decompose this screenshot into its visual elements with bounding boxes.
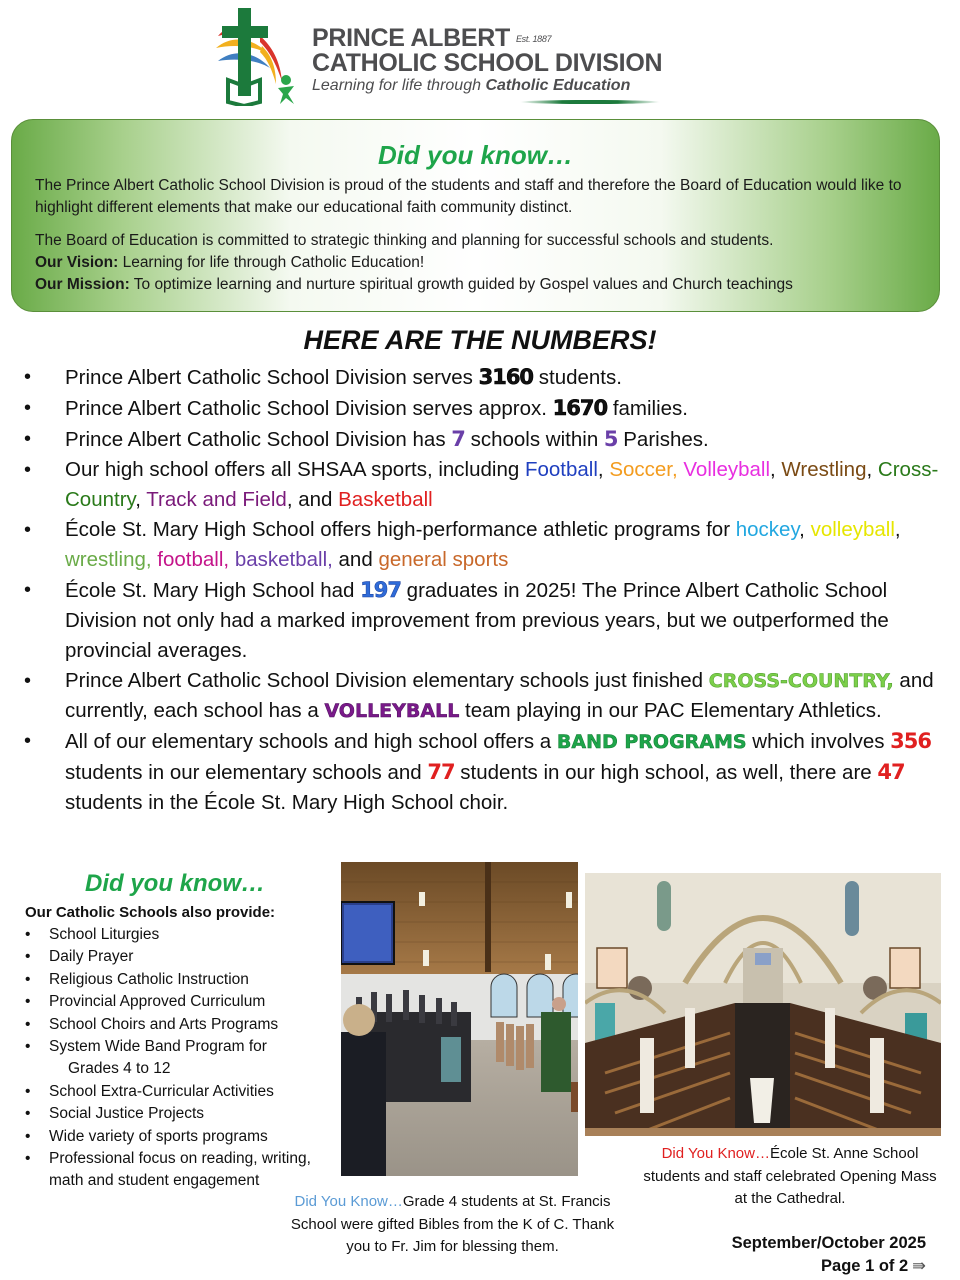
sport-wrestling: Wrestling (781, 458, 867, 481)
intro-title: Did you know… (378, 140, 573, 170)
students-count: 3160 (478, 365, 534, 389)
program-football: football, (157, 548, 230, 571)
parishes-count: 5 (603, 427, 618, 451)
provide-item: • System Wide Band Program for Grades 4 to 12 (25, 1036, 325, 1081)
intro-paragraph-2: The Board of Education is committed to strategic thinking and planning for successful schools and students. (35, 232, 774, 249)
sport-football: Football (524, 458, 598, 481)
vision-statement: Our Vision: Learning for life through Catholic Education! (35, 254, 425, 271)
provide-item: • Provincial Approved Curriculum (25, 991, 325, 1013)
sport-cross-country: Cross-Country (65, 458, 939, 511)
sport-basketball: Basketball (338, 488, 433, 511)
provide-item: • School Choirs and Arts Programs (25, 1014, 325, 1036)
elementary-band-count: 356 (890, 729, 932, 753)
org-name-line1: PRINCE ALBERT Est. 1887 (312, 24, 552, 52)
provide-heading: Our Catholic Schools also provide: (25, 904, 276, 921)
provide-item: • School Liturgies (25, 924, 325, 946)
sport-volleyball: Volleyball (683, 458, 771, 481)
program-wrestling: wrestling, (65, 548, 152, 571)
intro-paragraph-1: The Prince Albert Catholic School Division is proud of the students and staff and therefore the Board of Education would like to highlight different elements that make our educational faith community distinct. (35, 177, 902, 216)
photo-cathedral-mass (585, 873, 941, 1136)
numbers-item-shsaa-sports: • Our high school offers all SHSAA sports, including Football, Soccer, Volleyball, Wrestling, Cross-Country, Track and Field, and Basketball (22, 455, 942, 515)
numbers-item-athletic-programs: • École St. Mary High School offers high-performance athletic programs for hockey, volleyball, wrestling, football, basketball, and general sports (22, 515, 942, 575)
numbers-item-schools: • Prince Albert Catholic School Division has 7 schools within 5 Parishes. (22, 424, 942, 455)
program-general-sports: general sports (378, 548, 509, 571)
volleyball-highlight: VOLLEYBALL (324, 700, 460, 722)
provide-list (25, 924, 325, 1193)
mission-statement: Our Mission: To optimize learning and nurture spiritual growth guided by Gospel values and Church teachings (35, 276, 793, 293)
provide-item: • School Extra-Curricular Activities (25, 1081, 325, 1103)
cross-with-book-and-child-icon (210, 6, 310, 106)
provide-item: • Social Justice Projects (25, 1103, 325, 1125)
sport-track-and-field: Track and Field (146, 488, 287, 511)
provide-item: • Daily Prayer (25, 946, 325, 968)
numbers-heading: HERE ARE THE NUMBERS! (303, 325, 657, 355)
program-basketball: basketball, (234, 548, 333, 571)
provide-title: Did you know… (85, 870, 265, 897)
org-name-line2: CATHOLIC SCHOOL DIVISION (312, 49, 663, 77)
established-year: Est. 1887 (515, 34, 552, 45)
photo-grade4-bibles (341, 862, 578, 1176)
intro-did-you-know-box (11, 119, 940, 312)
page-footer (732, 1232, 926, 1278)
families-count: 1670 (552, 396, 608, 420)
caption-cathedral-mass: Did You Know…École St. Anne School students and staff celebrated Opening Mass at the Cathedral. (643, 1145, 937, 1207)
high-school-band-count: 77 (427, 760, 455, 784)
choir-count: 47 (877, 760, 905, 784)
provide-item: • Wide variety of sports programs (25, 1126, 325, 1148)
logo-swoosh (520, 100, 660, 104)
division-logo (210, 6, 670, 106)
numbers-item-students: • Prince Albert Catholic School Division serves 3160 students. (22, 362, 942, 393)
page-indicator: Page 1 of 2 ⇛ (821, 1257, 926, 1275)
numbers-item-elementary-athletics: • Prince Albert Catholic School Division elementary schools just finished CROSS-COUNTRY, and currently, each school has a VOLLEYBALL team playing in our PAC Elementary Athletics. (22, 666, 942, 726)
caption-grade4-bibles: Did You Know…Grade 4 students at St. Francis School were gifted Bibles from the K of C. Thank you to Fr. Jim for blessing them. (290, 1193, 615, 1255)
tagline: Learning for life through Catholic Education (312, 77, 631, 94)
graduates-count: 197 (360, 578, 401, 602)
sport-soccer: Soccer, (609, 458, 678, 481)
provide-item: • Religious Catholic Instruction (25, 969, 325, 991)
numbers-list (22, 362, 942, 818)
program-volleyball: volleyball (810, 518, 895, 541)
next-page-arrow-icon[interactable]: ⇛ (912, 1257, 926, 1275)
issue-date: September/October 2025 (731, 1234, 926, 1252)
numbers-item-families: • Prince Albert Catholic School Division serves approx. 1670 families. (22, 393, 942, 424)
provide-item: • Professional focus on reading, writing, math and student engagement (25, 1148, 325, 1193)
schools-count: 7 (451, 427, 465, 451)
numbers-item-band-programs: • All of our elementary schools and high school offers a BAND PROGRAMS which involves 356 students in our elementary schools and 77 students in our high school, as well, there are 47 students in the École St. Mary High School choir. (22, 726, 942, 818)
program-hockey: hockey (735, 518, 800, 541)
numbers-item-graduates: • École St. Mary High School had 197 graduates in 2025! The Prince Albert Catholic School Division not only had a marked improvement from previous years, but we outperformed the provincial averages. (22, 575, 942, 666)
cross-country-highlight: CROSS-COUNTRY, (708, 670, 894, 692)
band-programs-highlight: BAND PROGRAMS (556, 731, 747, 753)
